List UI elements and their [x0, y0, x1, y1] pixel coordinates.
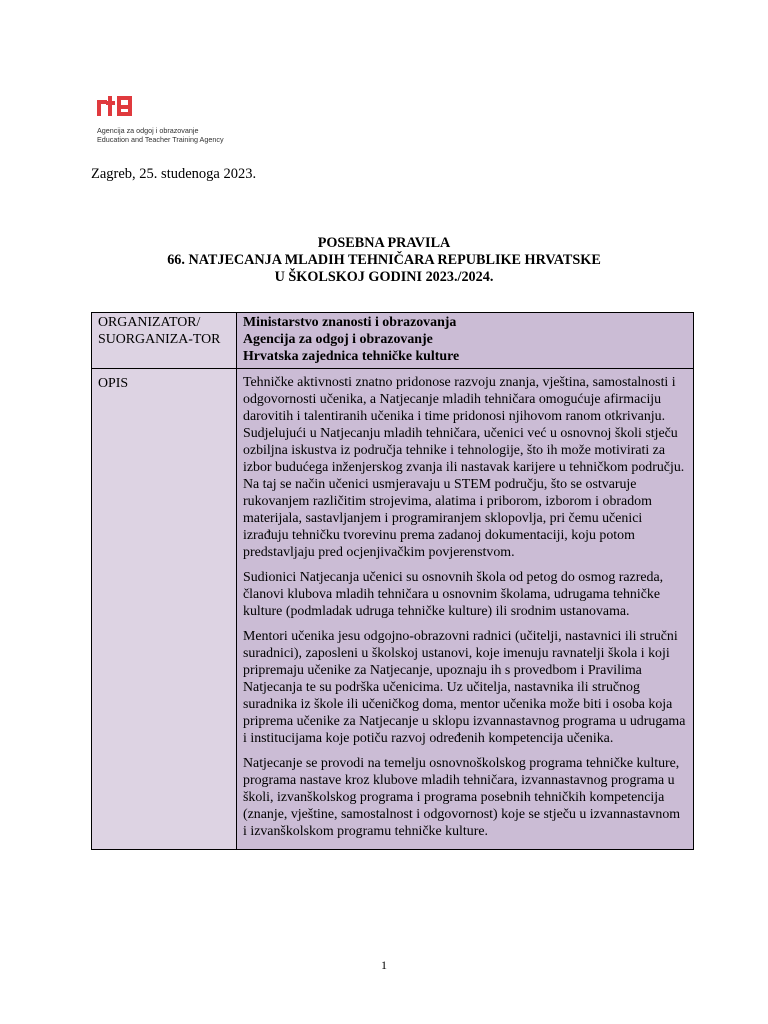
agency-logo: [97, 94, 257, 146]
description-content: [237, 369, 694, 850]
description-paragraph: Sudionici Natjecanja učenici su osnovnih škola od petog do osmog razreda, članovi klubova mladih tehničara u osnovnim školama, udrugama tehničke kulture (podmladak udruga tehničke kulture) ili srodnim ustanovama.: [243, 570, 664, 619]
organizer-line: Hrvatska zajednica tehničke kulture: [243, 349, 460, 364]
title-line-3: U ŠKOLSKOJ GODINI 2023./2024.: [274, 269, 494, 285]
description-label: OPIS: [92, 369, 237, 850]
organizer-line: Agencija za odgoj i obrazovanje: [243, 332, 433, 347]
logo-caption-line2: Education and Teacher Training Agency: [97, 135, 224, 144]
logo-caption-line1: Agencija za odgoj i obrazovanje: [97, 126, 199, 135]
organizer-list: [237, 313, 694, 369]
logo-caption: [97, 126, 224, 144]
page-number: 1: [381, 958, 387, 972]
description-paragraph: Mentori učenika jesu odgojno-obrazovni radnici (učitelji, nastavnici ili stručni suradnici), zaposleni u školskoj ustanovi, koje imenuju ravnatelji škola i koji pripremaju učenike za Natjecanje, upoznaju ih s provedbom i Pravilima Natjecanja te su podrška učenicima. Uz učitelja, nastavnika ili stručnog suradnika iz škole ili učeničkog doma, mentor učenika može biti i osoba koja priprema učenike za Natjecanje u sklopu izvannastavnog programa u udrugama i institucijama koje potiču razvoj određenih kompetencija učenika.: [243, 629, 686, 746]
document-title: [91, 235, 677, 286]
rules-table: [91, 312, 694, 850]
table-row-organizer: [92, 313, 694, 369]
title-line-1: POSEBNA PRAVILA: [317, 235, 451, 251]
title-line-2: 66. NATJECANJA MLADIH TEHNIČARA REPUBLIKE HRVATSKE: [167, 252, 601, 268]
organizer-label: ORGANIZATOR/ SUORGANIZA-TOR: [92, 313, 237, 369]
document-date: Zagreb, 25. studenoga 2023.: [91, 166, 257, 182]
description-paragraph: Tehničke aktivnosti znatno pridonose razvoju znanja, vještina, samostalnosti i odgovornosti učenika, a Natjecanje mladih tehničara omogućuje afirmaciju darovitih i talentiranih učenika i time pridonosi njihovom ranom otkrivanju. Sudjelujući u Natjecanju mladih tehničara, učenici već u osnovnoj školi stječu ozbiljna iskustva iz područja tehnike i tehnologije, što ih može motivirati za izbor budućega inženjerskog zvanja ili nastavak karijere u tehničkom području. Na taj se način učenici usmjeravaju u STEM području, što se ostvaruje rukovanjem različitim strojevima, alatima i priborom, izborom i obradom materijala, sastavljanjem i programiranjem sklopovlja, pri čemu učenici izrađuju tehničku tvorevinu prema zadanoj dokumentaciji, koju potom predstavljaju pred ocjenjivačkim povjerenstvom.: [243, 375, 685, 560]
organizer-line: Ministarstvo znanosti i obrazovanja: [243, 315, 457, 330]
aoo-logo-mark-icon: [97, 94, 137, 120]
description-paragraph: Natjecanje se provodi na temelju osnovnoškolskog programa tehničke kulture, programa nastave kroz klubove mladih tehničara, izvannastavnog programa u školi, izvanškolskog programa i programa posebnih tehničkih kompetencija (znanje, vještine, samostalnost i odgovornost) koje se stječu u izvannastavnom i izvanškolskom programu tehničke kulture.: [243, 756, 681, 839]
table-row-description: [92, 369, 694, 850]
